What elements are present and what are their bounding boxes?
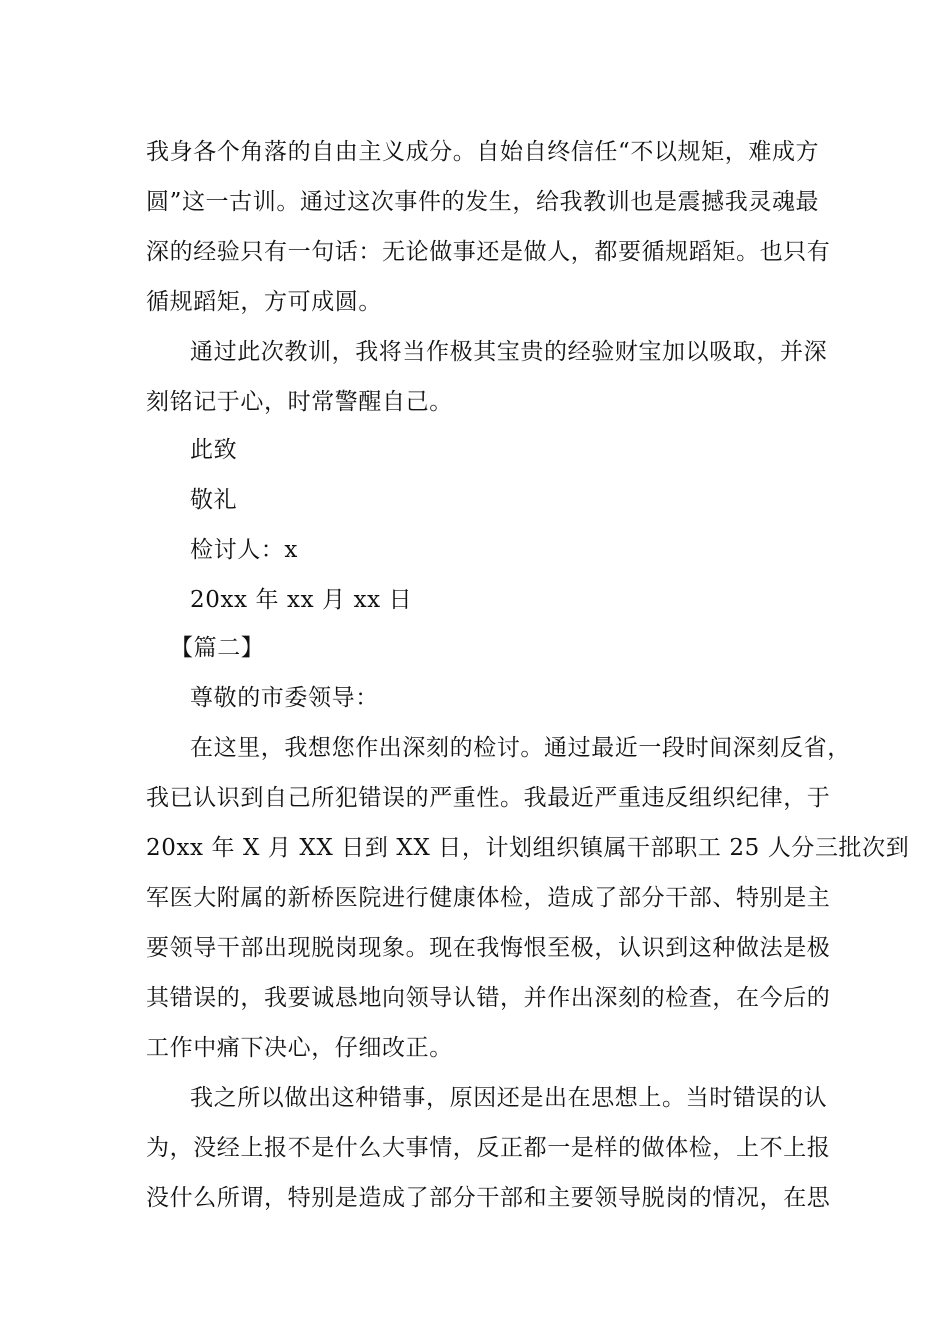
text-line: 深的经验只有一句话：无论做事还是做人，都要循规蹈矩。也只有 xyxy=(146,239,831,265)
closing-line: 此致 xyxy=(190,437,238,463)
text-line: 我已认识到自己所犯错误的严重性。我最近严重违反组织纪律，于 xyxy=(146,785,831,811)
text-line: 其错误的，我要诚恳地向领导认错，并作出深刻的检查，在今后的 xyxy=(146,985,831,1011)
text-line: 在这里，我想您作出深刻的检讨。通过最近一段时间深刻反省， xyxy=(190,735,851,761)
date-line: 20xx 年 xx 月 xx 日 xyxy=(190,587,413,613)
salutation: 尊敬的市委领导： xyxy=(190,685,379,711)
text-line: 为，没经上报不是什么大事情，反正都一是样的做体检，上不上报 xyxy=(146,1135,831,1161)
signature-line: 检讨人：x xyxy=(190,537,298,563)
section-heading: 【篇二】 xyxy=(170,635,265,661)
text-line: 20xx 年 X 月 XX 日到 XX 日，计划组织镇属干部职工 25 人分三批次到 xyxy=(146,835,910,861)
text-line: 要领导干部出现脱岗现象。现在我悔恨至极，认识到这种做法是极 xyxy=(146,935,831,961)
text-line: 军医大附属的新桥医院进行健康体检，造成了部分干部、特别是主 xyxy=(146,885,831,911)
closing-line: 敬礼 xyxy=(190,487,238,513)
text-line: 我身各个角落的自由主义成分。自始自终信任“不以规矩，难成方 xyxy=(146,139,820,165)
text-line: 刻铭记于心，时常警醒自己。 xyxy=(146,389,453,415)
text-line: 工作中痛下决心，仔细改正。 xyxy=(146,1035,453,1061)
text-line: 通过此次教训，我将当作极其宝贵的经验财宝加以吸取，并深 xyxy=(190,339,828,365)
text-line: 没什么所谓，特别是造成了部分干部和主要领导脱岗的情况，在思 xyxy=(146,1185,831,1211)
text-line: 圆”这一古训。通过这次事件的发生，给我教训也是震撼我灵魂最 xyxy=(146,189,820,215)
text-line: 我之所以做出这种错事，原因还是出在思想上。当时错误的认 xyxy=(190,1085,828,1111)
text-line: 循规蹈矩，方可成圆。 xyxy=(146,289,382,315)
